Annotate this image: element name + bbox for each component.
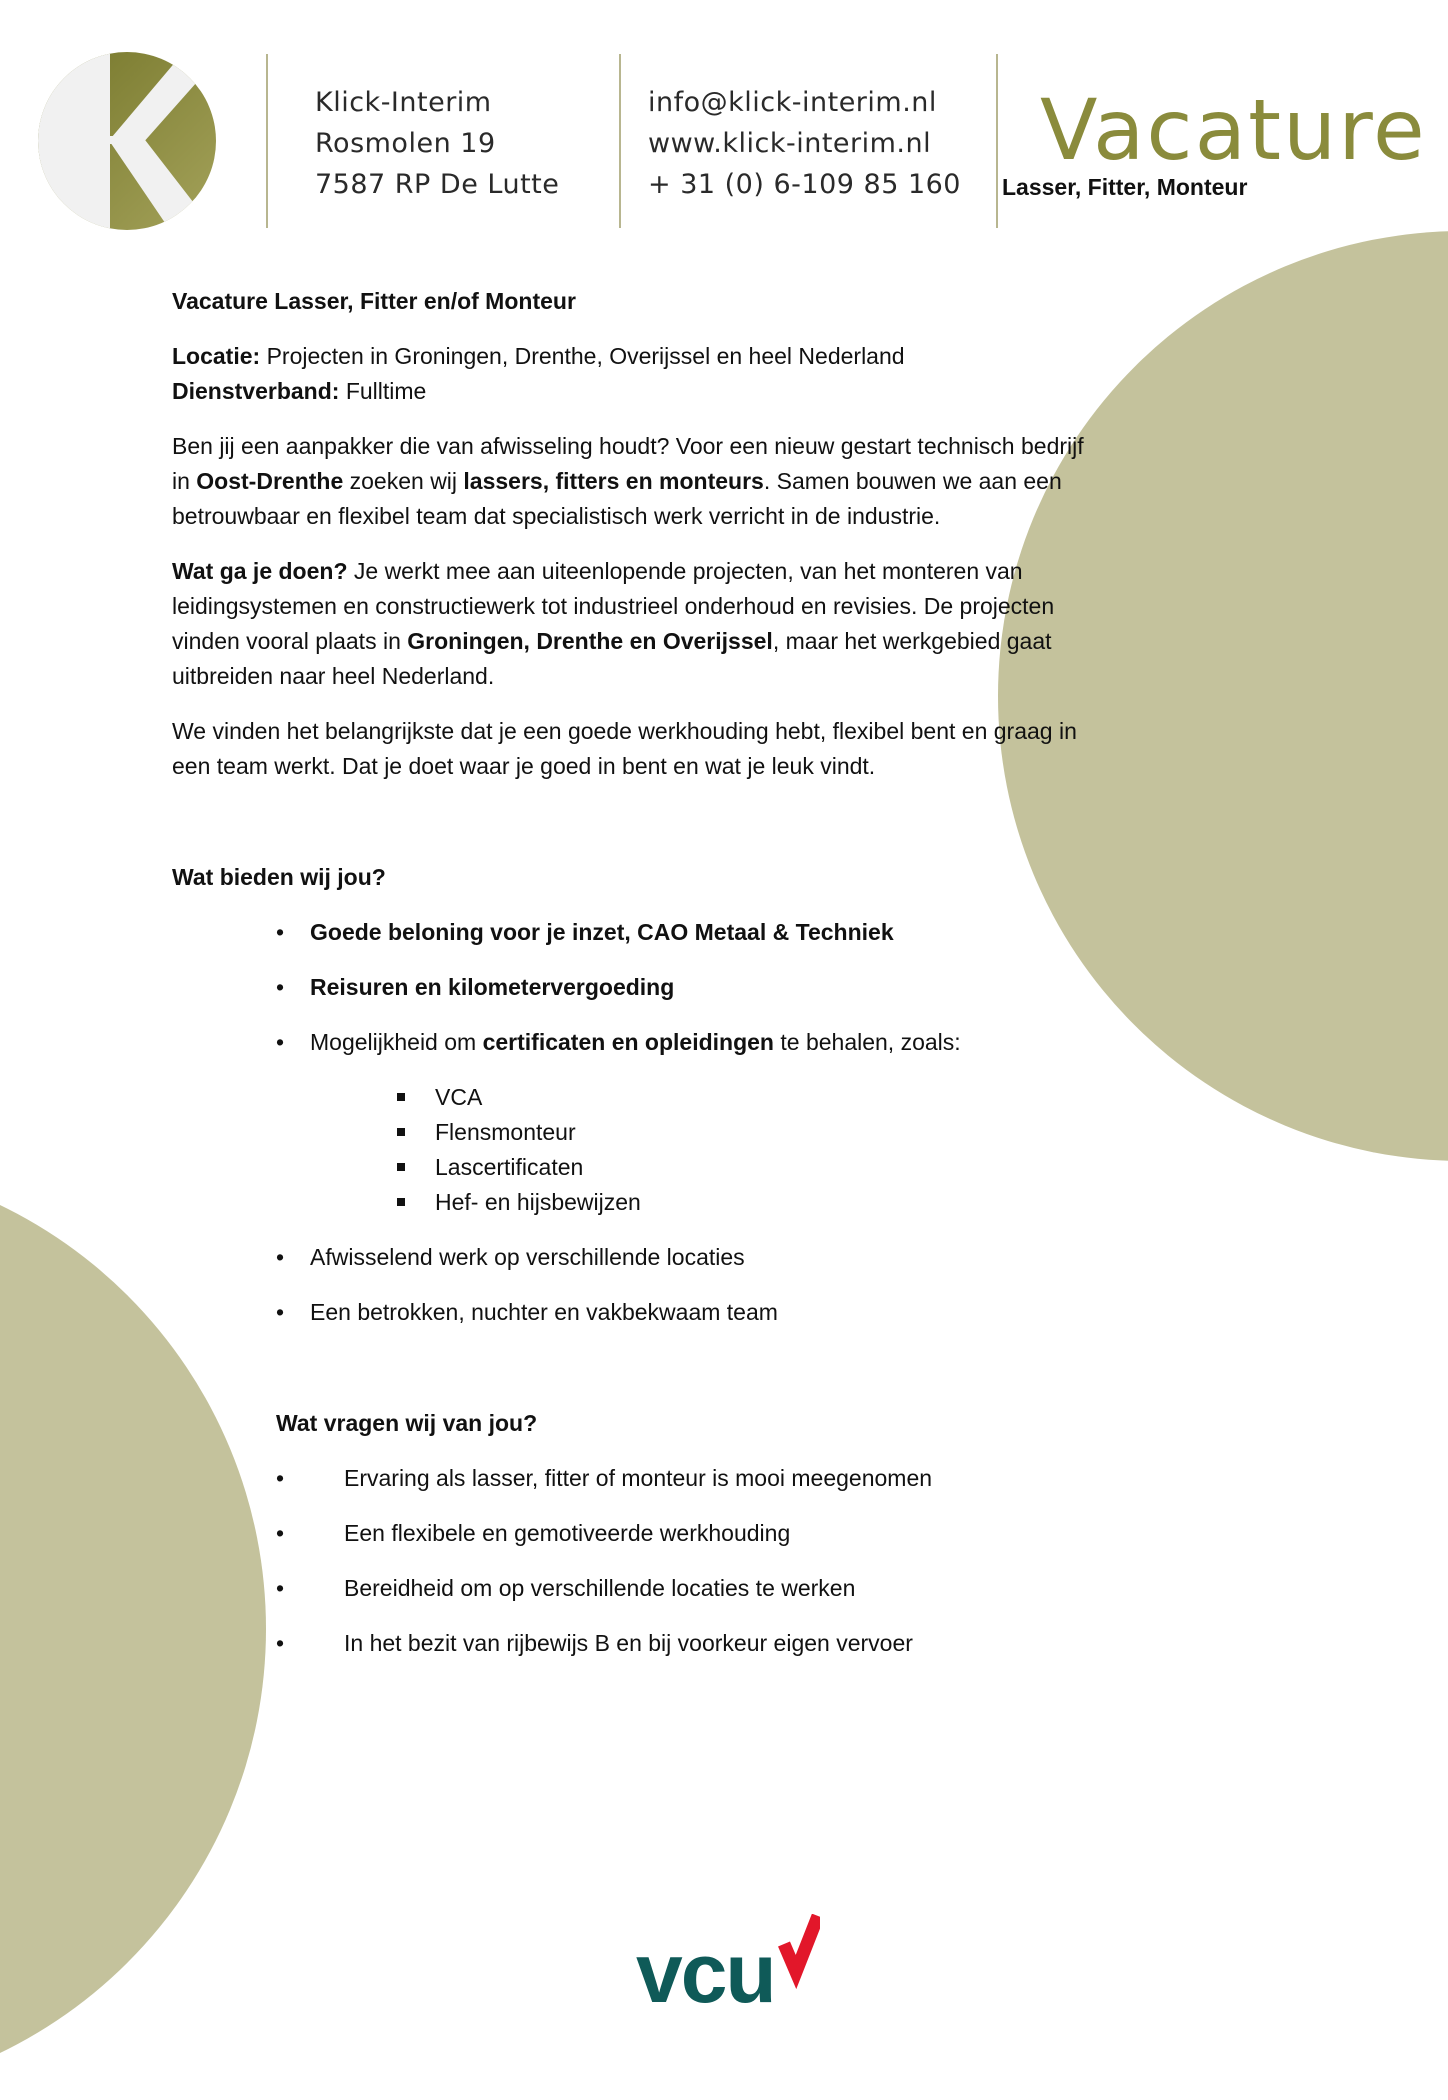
ask-heading: Wat vragen wij van jou?	[276, 1410, 538, 1436]
certificate-list	[435, 1080, 1102, 1220]
k-logo-icon	[38, 52, 216, 230]
company-street: Rosmolen 19	[315, 128, 496, 159]
intro-paragraph: Ben jij een aanpakker die van afwisseling houdt? Voor een nieuw gestart technisch bedrijf in Oost-Drenthe zoeken wij lassers, fitters en monteurs. Samen bouwen we aan een betrouwbaar en flexibel team dat specialistisch werk verricht in de industrie.	[172, 433, 1084, 529]
list-item: Hef- en hijsbewijzen	[435, 1185, 1102, 1220]
list-item: • Ervaring als lasser, fitter of monteur is mooi meegenomen	[172, 1461, 1102, 1496]
employment-value: Fulltime	[345, 378, 427, 404]
company-address	[315, 82, 559, 205]
employment-label: Dienstverband:	[172, 378, 340, 404]
vacancy-heading: Vacature Lasser, Fitter en/of Monteur	[172, 288, 576, 314]
contact-phone: + 31 (0) 6-109 85 160	[648, 169, 961, 200]
list-item: • Goede beloning voor je inzet, CAO Metaal & Techniek	[172, 915, 1102, 950]
vcu-check-icon	[784, 1916, 818, 1972]
list-item: • In het bezit van rijbewijs B en bij voorkeur eigen vervoer	[172, 1626, 1102, 1661]
values-paragraph: We vinden het belangrijkste dat je een goede werkhouding hebt, flexibel bent en graag in een team werkt. Dat je doet waar je goed in bent en wat je leuk vindt.	[172, 718, 1077, 779]
location-value: Projecten in Groningen, Drenthe, Overijssel en heel Nederland	[266, 343, 905, 369]
vcu-logo	[634, 1914, 820, 2010]
list-item: • Een flexibele en gemotiveerde werkhouding	[172, 1516, 1102, 1551]
vcu-logo-text: vcu	[636, 1926, 775, 2010]
contact-email[interactable]: info@klick-interim.nl	[648, 87, 937, 118]
header-divider	[266, 54, 268, 228]
offer-heading: Wat bieden wij jou?	[172, 864, 386, 890]
vacancy-content	[172, 284, 1102, 1681]
company-name: Klick-Interim	[315, 87, 492, 118]
vacancy-meta	[172, 339, 1102, 409]
list-item: • Afwisselend werk op verschillende locaties	[172, 1240, 1102, 1275]
company-contact	[648, 82, 961, 205]
page-subtitle: Lasser, Fitter, Monteur	[1002, 174, 1248, 200]
company-city: 7587 RP De Lutte	[315, 169, 560, 200]
contact-website[interactable]: www.klick-interim.nl	[648, 128, 932, 159]
location-label: Locatie:	[172, 343, 261, 369]
page-title: Vacature	[1040, 81, 1427, 179]
list-item: • Mogelijkheid om certificaten en opleidingen te behalen, zoals: VCA Flensmonteur Lascertificaten Hef- en hijsbewijzen	[172, 1025, 1102, 1220]
list-item: Lascertificaten	[435, 1150, 1102, 1185]
ask-list	[172, 1461, 1102, 1661]
list-item: Flensmonteur	[435, 1115, 1102, 1150]
list-item: VCA	[435, 1080, 1102, 1115]
list-item: • Reisuren en kilometervergoeding	[172, 970, 1102, 1005]
list-item: • Een betrokken, nuchter en vakbekwaam team	[172, 1295, 1102, 1330]
offer-list	[172, 915, 1102, 1330]
list-item: • Bereidheid om op verschillende locaties te werken	[172, 1571, 1102, 1606]
header-divider	[996, 54, 998, 228]
work-paragraph: Wat ga je doen? Je werkt mee aan uiteenlopende projecten, van het monteren van leidingsystemen en constructiewerk tot industrieel onderhoud en revisies. De projecten vinden vooral plaats in Groningen, Drenthe en Overijssel, maar het werkgebied gaat uitbreiden naar heel Nederland.	[172, 558, 1055, 689]
header-divider	[619, 54, 621, 228]
